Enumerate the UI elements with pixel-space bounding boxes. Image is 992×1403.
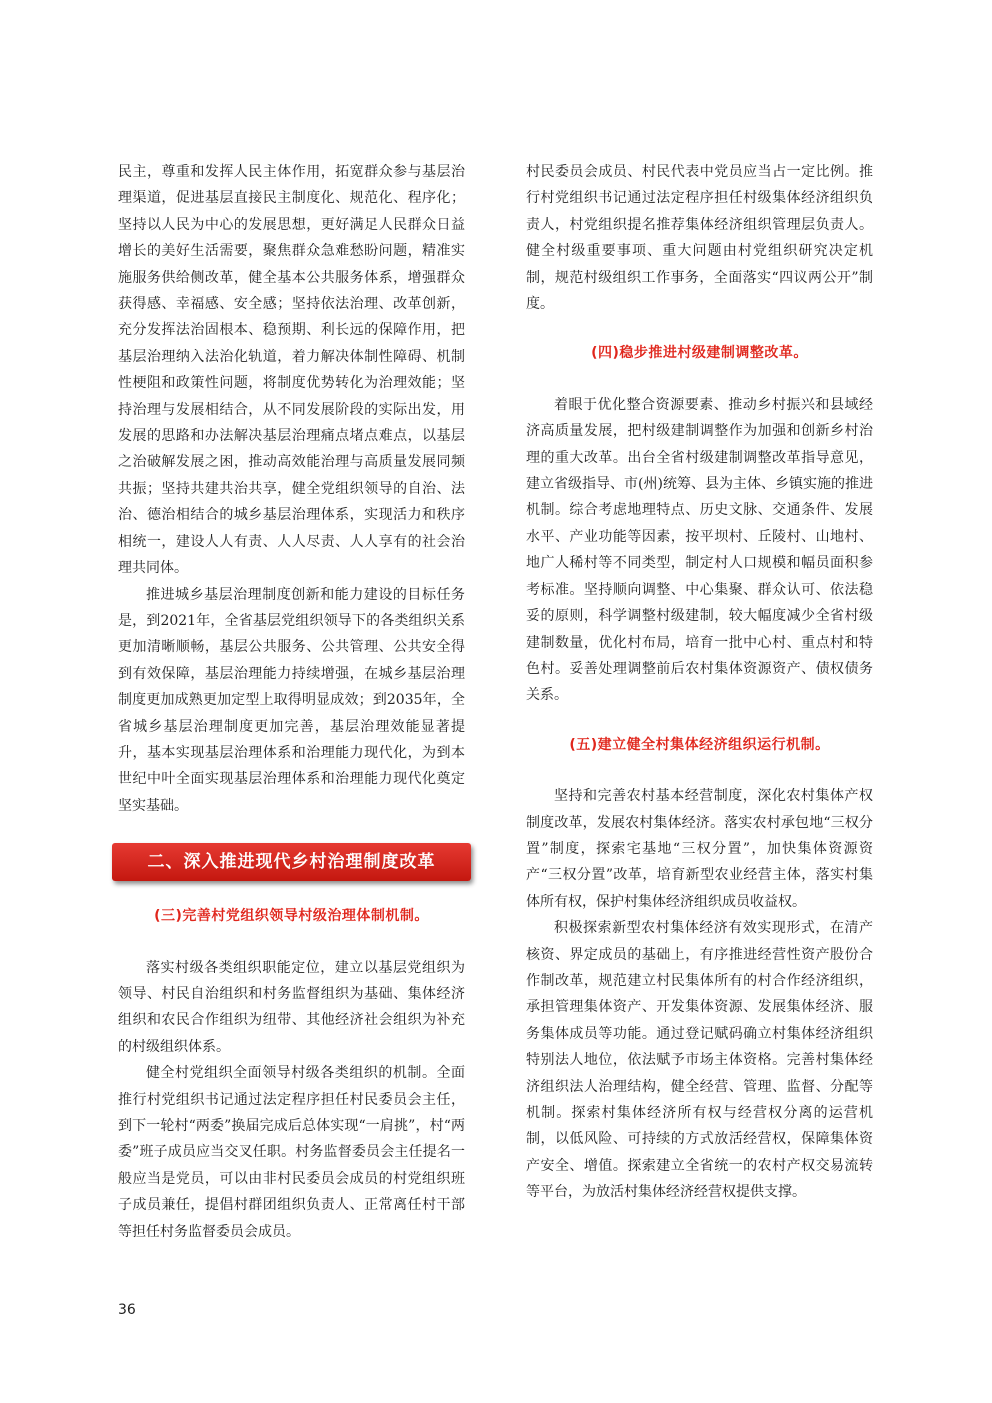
right-paragraph-1: 村民委员会成员、村民代表中党员应当占一定比例。推行村党组织书记通过法定程序担任村级集体经济组织负责人，村党组织提名推荐集体经济组织管理层负责人。健全村级重要事项、重大问题由村党组织研究决定机制，规范村级组织工作事务，全面落实“四议两公开”制度。 [526, 164, 873, 313]
spacer [526, 758, 873, 783]
page-number: 36 [118, 1302, 136, 1318]
left-paragraph-3: 落实村级各类组织职能定位，建立以基层党组织为领导、村民自治组织和村务监督组织为基础、集体经济组织和农民合作组织为纽带、其他经济社会组织为补充的村级组织体系。 [118, 959, 465, 1055]
left-paragraph-2: 推进城乡基层治理制度创新和能力建设的目标任务是，到2021年，全省基层党组织领导下的各类组织关系更加清晰顺畅，基层公共服务、公共管理、公共安全得到有效保障，基层治理能力持续增强，在城乡基层治理制度更加成熟更加定型上取得明显成效；到2035年，全省城乡基层治理制度更加完善，基层治理效能显著提升，基本实现基层治理体系和治理能力现代化，为到本世纪中叶全面实现基层治理体系和治理能力现代化奠定坚实基础。 [118, 586, 465, 814]
right-column [526, 159, 873, 1206]
subsection-heading-3: (三)完善村党组织领导村级治理体制机制。 [154, 908, 429, 925]
spacer [118, 930, 465, 955]
right-paragraph-2: 着眼于优化整合资源要素、推动乡村振兴和县域经济高质量发展，把村级建制调整作为加强和创新乡村治理的重大改革。出台全省村级建制调整改革指导意见，建立省级指导、市(州)统筹、县为主体、乡镇实施的推进机制。综合考虑地理特点、历史文脉、交通条件、发展水平、产业功能等因素，按平坝村、丘陵村、山地村、地广人稀村等不同类型，制定村人口规模和幅员面积参考标准。坚持顺向调整、中心集聚、群众认可、依法稳妥的原则，科学调整村级建制，较大幅度减少全省村级建制数量，优化村布局，培育一批中心村、重点村和特色村。妥善处理调整前后农村集体资源资产、债权债务关系。 [526, 396, 873, 704]
section-banner: 二、深入推进现代乡村治理制度改革 [112, 843, 471, 881]
spacer [526, 709, 873, 732]
left-paragraph-1: 民主，尊重和发挥人民主体作用，拓宽群众参与基层治理渠道，促进基层直接民主制度化、规范化、程序化；坚持以人民为中心的发展思想，更好满足人民群众日益增长的美好生活需要，聚焦群众急难愁盼问题，精准实施服务供给侧改革，健全基本公共服务体系，增强群众获得感、幸福感、安全感；坚持依法治理、改革创新，充分发挥法治固根本、稳预期、利长远的保障作用，把基层治理纳入法治化轨道，着力解决体制性障碍、机制性梗阻和政策性问题，将制度优势转化为治理效能；坚持治理与发展相结合，从不同发展阶段的实际出发，用发展的思路和办法解决基层治理痛点堵点难点，以基层之治破解发展之困，推动高效能治理与高质量发展同频共振；坚持共建共治共享，健全党组织领导的自治、法治、德治相结合的城乡基层治理体系，实现活力和秩序相统一，建设人人有责、人人尽责、人人享有的社会治理共同体。 [118, 164, 465, 577]
subsection-heading-5: (五)建立健全村集体经济组织运行机制。 [569, 736, 830, 753]
spacer [526, 317, 873, 340]
right-paragraph-4: 积极探索新型农村集体经济有效实现形式，在清产核资、界定成员的基础上，有序推进经营性资产股份合作制改革，规范建立村民集体所有的村合作经济组织，承担管理集体资产、开发集体资源、发展集体经济、服务集体成员等功能。通过登记赋码确立村集体经济组织特别法人地位，依法赋予市场主体资格。完善村集体经济组织法人治理结构，健全经营、管理、监督、分配等机制。探索村集体经济所有权与经营权分离的运营机制，以低风险、可持续的方式放活经营权，保障集体资产安全、增值。探索建立全省统一的农村产权交易流转等平台，为放活村集体经济经营权提供支撑。 [526, 920, 873, 1201]
spacer [526, 367, 873, 392]
left-column [118, 159, 465, 1245]
left-paragraph-4: 健全村党组织全面领导村级各类组织的机制。全面推行村党组织书记通过法定程序担任村民委员会主任，到下一轮村“两委”换届完成后总体实现“一肩挑”，村“两委”班子成员应当交叉任职。村务监督委员会主任提名一般应当是党员，可以由非村民委员会成员的村党组织班子成员兼任，提倡村群团组织负责人、正常离任村干部等担任村务监督委员会成员。 [118, 1065, 465, 1240]
right-paragraph-3: 坚持和完善农村基本经营制度，深化农村集体产权制度改革，发展农村集体经济。落实农村承包地“三权分置”制度，探索宅基地“三权分置”，加快集体资源资产“三权分置”改革，培育新型农业经营主体，落实村集体所有权，保护村集体经济组织成员收益权。 [526, 788, 873, 910]
subsection-heading-4: (四)稳步推进村级建制调整改革。 [591, 345, 808, 362]
